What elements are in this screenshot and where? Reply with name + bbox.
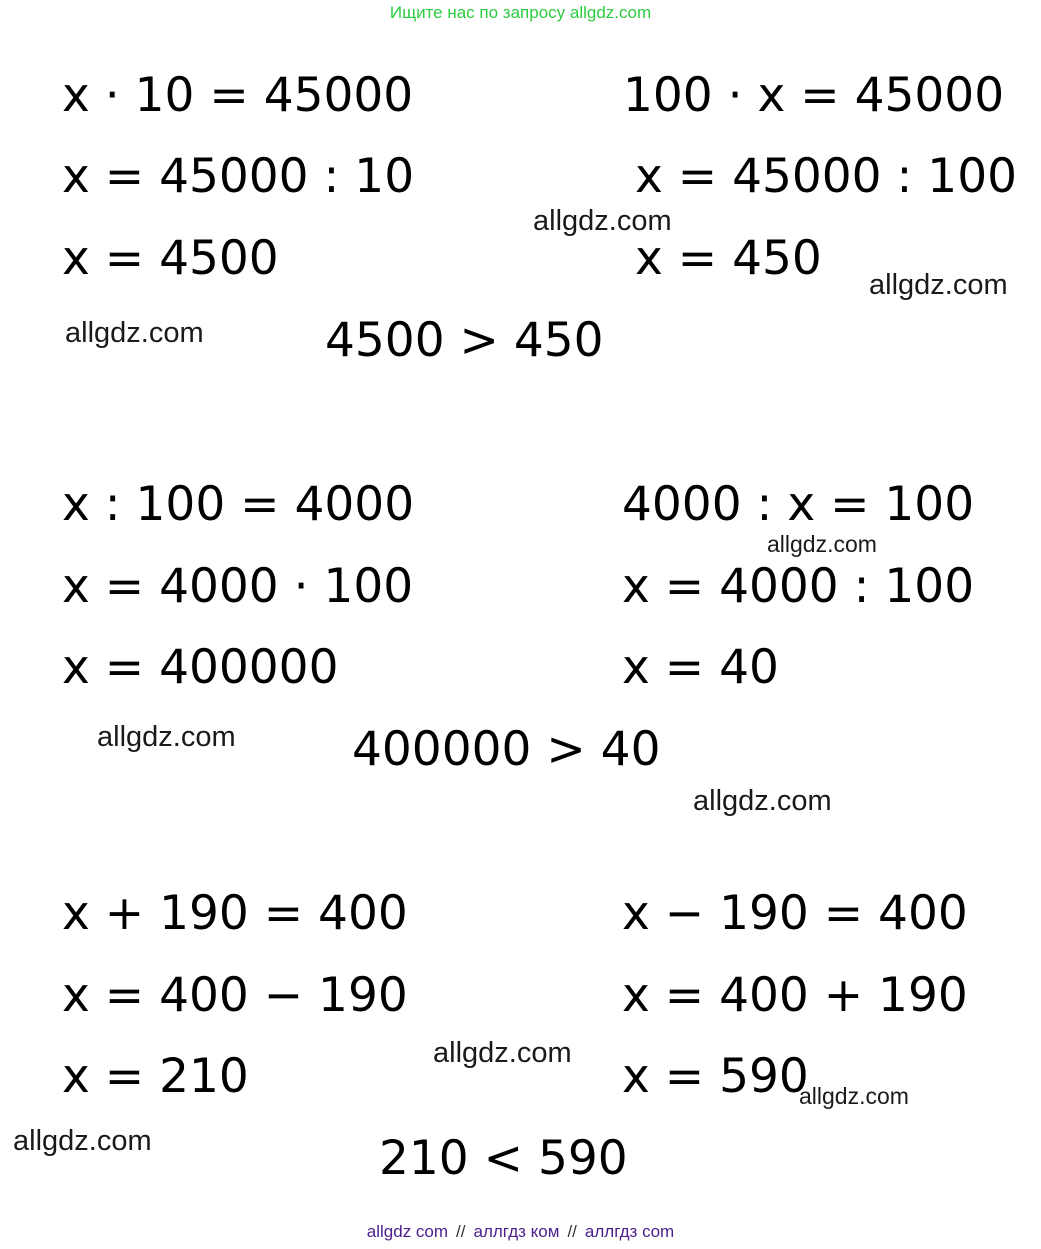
equation-line: 100 · x = 45000 [623,68,1005,123]
watermark: allgdz.com [13,1125,152,1157]
equation-line: x = 400000 [62,640,339,695]
watermark: allgdz.com [97,721,236,753]
footer [0,1222,1041,1242]
equation-line: x · 10 = 45000 [62,68,414,123]
comparison: 400000 > 40 [352,722,661,777]
watermark: allgdz.com [433,1037,572,1069]
footer-separator: // [567,1222,577,1241]
equation-line: x = 450 [635,231,822,286]
equation-line: x + 190 = 400 [62,886,408,941]
equation-line: x = 45000 : 100 [635,149,1018,204]
footer-link[interactable]: аллгдз com [584,1222,675,1241]
equation-line: x = 590 [622,1049,809,1104]
watermark: allgdz.com [767,531,877,557]
equation-line: x = 4000 · 100 [62,559,414,614]
equation-line: 4000 : x = 100 [622,477,975,532]
footer-link[interactable]: allgdz com [366,1222,449,1241]
watermark: allgdz.com [799,1083,909,1109]
equation-line: x − 190 = 400 [622,886,968,941]
equation-line: x = 4000 : 100 [622,559,975,614]
watermark: allgdz.com [533,205,672,237]
equation-line: x = 400 − 190 [62,968,408,1023]
equation-line: x = 4500 [62,231,279,286]
equation-line: x = 400 + 190 [622,968,968,1023]
watermark: allgdz.com [693,785,832,817]
equation-line: x = 210 [62,1049,249,1104]
top-banner: Ищите нас по запросу allgdz.com [389,3,652,22]
footer-link[interactable]: аллгдз ком [473,1222,560,1241]
equation-line: x = 40 [622,640,779,695]
footer-separator: // [456,1222,466,1241]
equation-line: x : 100 = 4000 [62,477,415,532]
comparison: 4500 > 450 [325,313,604,368]
watermark: allgdz.com [869,269,1008,301]
equation-line: x = 45000 : 10 [62,149,415,204]
comparison: 210 < 590 [379,1131,628,1186]
watermark: allgdz.com [65,317,204,349]
